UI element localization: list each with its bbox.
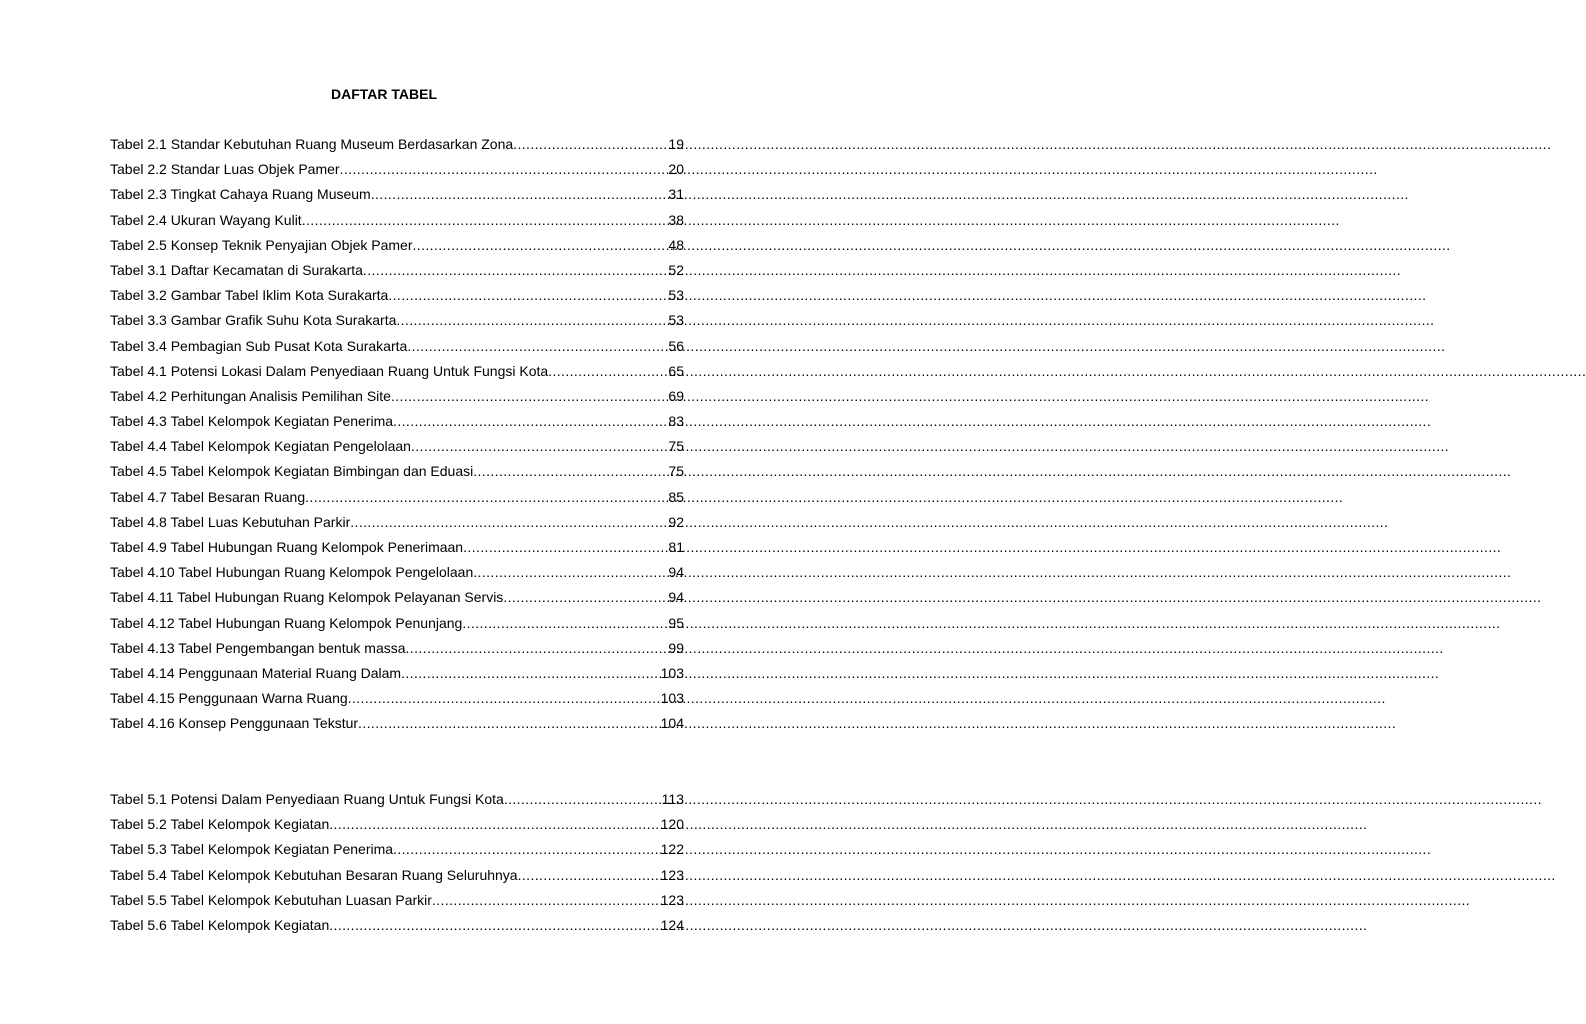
toc-entry-label: Tabel 3.1 Daftar Kecamatan di Surakarta [110,261,363,278]
toc-entry [110,437,684,462]
toc-entry-label: Tabel 2.3 Tingkat Cahaya Ruang Museum [110,186,371,203]
toc-entry-label: Tabel 4.9 Tabel Hubungan Ruang Kelompok Penerimaan [110,539,464,555]
toc-entry [110,488,684,513]
toc-entry-label: Tabel 4.2 Perhitungan Analisis Pemilihan Site [110,387,391,404]
toc-entry-page-number: 122 [660,841,684,858]
toc-entry-page-number: 113 [661,791,684,807]
toc-entry-page-number: 20 [668,161,684,178]
toc-entry-page-number: 99 [668,639,684,656]
toc-leader-dots [412,236,668,254]
toc-leader-dots [393,412,668,430]
toc-leader-dots [411,437,668,455]
toc-leader-dots [329,916,660,934]
toc-entry-page-number: 104 [660,715,684,732]
toc-entry-page-number: 53 [668,312,684,329]
toc-leader-dots [329,815,660,833]
toc-entry [110,286,684,311]
toc-entry-label: Tabel 4.12 Tabel Hubungan Ruang Kelompok Penunjang [110,614,463,631]
toc-leader-dots [363,261,669,279]
toc-leader-dots [462,614,668,632]
toc-leader-dots [513,135,668,153]
toc-entry [110,916,684,941]
toc-entry [110,538,684,563]
toc-list-chapters-2-4 [110,135,684,740]
toc-entry-page-number: 81 [668,539,684,555]
toc-entry [110,211,684,236]
toc-entry-label: Tabel 4.11 Tabel Hubungan Ruang Kelompok Pelayanan Servis [110,589,504,606]
toc-entry-page-number: 52 [668,261,684,278]
toc-entry-page-number: 103 [660,664,684,681]
toc-leader-dots [371,185,669,203]
toc-entry-label: Tabel 4.1 Potensi Lokasi Dalam Penyediaan Ruang Untuk Fungsi Kota [110,362,549,379]
toc-entry [110,185,684,210]
toc-entry-label: Tabel 4.7 Tabel Besaran Ruang [110,488,306,505]
toc-leader-dots [396,311,668,329]
toc-entry [110,362,684,387]
toc-entry-label: Tabel 5.6 Tabel Kelompok Kegiatan [110,916,330,933]
toc-leader-dots [340,160,669,178]
toc-entry-label: Tabel 4.3 Tabel Kelompok Kegiatan Penerima [110,413,394,430]
toc-entry-page-number: 92 [668,513,684,530]
toc-entry-page-number: 94 [668,589,684,606]
toc-entry-page-number: 123 [660,891,684,908]
toc-entry-page-number: 95 [668,614,684,631]
toc-entry [110,462,684,487]
toc-entry [110,815,684,840]
toc-entry [110,714,684,739]
toc-entry-label: Tabel 4.4 Tabel Kelompok Kegiatan Pengelolaan [110,438,411,455]
toc-entry [110,614,684,639]
toc-leader-dots [406,639,669,657]
toc-leader-dots [401,664,661,682]
toc-list-chapter-5 [110,790,684,941]
toc-entry-page-number: 48 [668,236,684,253]
toc-leader-dots [518,866,661,884]
toc-leader-dots [358,714,661,732]
toc-entry [110,135,684,160]
toc-entry-page-number: 75 [668,463,684,480]
toc-entry [110,891,684,916]
toc-leader-dots [393,840,661,858]
toc-entry-page-number: 85 [668,488,684,505]
toc-entry-label: Tabel 4.8 Tabel Luas Kebutuhan Parkir [110,513,351,530]
toc-entry-label: Tabel 5.4 Tabel Kelompok Kebutuhan Besaran Ruang Seluruhnya [110,866,518,883]
toc-leader-dots [407,337,668,355]
toc-leader-dots [350,513,668,531]
toc-entry [110,513,684,538]
toc-entry-page-number: 120 [660,816,684,833]
toc-leader-dots [432,891,661,909]
toc-entry-page-number: 31 [668,186,684,203]
toc-entry [110,588,684,613]
toc-entry [110,840,684,865]
toc-leader-dots [473,563,668,581]
toc-entry-label: Tabel 2.4 Ukuran Wayang Kulit [110,211,302,228]
toc-entry-page-number: 75 [668,438,684,455]
toc-entry-label: Tabel 4.16 Konsep Penggunaan Tekstur [110,715,359,732]
toc-entry-label: Tabel 3.3 Gambar Grafik Suhu Kota Surakarta [110,312,397,329]
toc-leader-dots [504,790,662,808]
toc-entry-page-number: 103 [660,690,684,707]
toc-entry-label: Tabel 5.1 Potensi Dalam Penyediaan Ruang Untuk Fungsi Kota [110,791,504,807]
toc-leader-dots [302,211,669,229]
toc-entry-label: Tabel 5.2 Tabel Kelompok Kegiatan [110,816,330,833]
toc-entry-label: Tabel 3.4 Pembagian Sub Pusat Kota Surakarta [110,337,408,354]
toc-leader-dots [391,387,668,405]
toc-leader-dots [348,689,661,707]
toc-entry-label: Tabel 2.5 Konsep Teknik Penyajian Objek Pamer [110,236,413,253]
toc-entry-page-number: 56 [668,337,684,354]
toc-entry-label: Tabel 3.2 Gambar Tabel Iklim Kota Surakarta [110,287,389,304]
toc-leader-dots [473,462,668,480]
toc-leader-dots [305,488,668,506]
toc-entry [110,866,684,891]
toc-entry [110,790,684,815]
toc-entry [110,689,684,714]
toc-entry [110,236,684,261]
toc-entry-label: Tabel 5.5 Tabel Kelompok Kebutuhan Luasan Parkir [110,891,432,908]
toc-entry [110,311,684,336]
toc-entry-label: Tabel 2.1 Standar Kebutuhan Ruang Museum Berdasarkan Zona [110,136,514,152]
toc-entry [110,664,684,689]
toc-entry [110,639,684,664]
toc-entry-page-number: 83 [668,413,684,430]
toc-entry [110,387,684,412]
toc-leader-dots [548,362,668,380]
toc-entry [110,337,684,362]
toc-entry-page-number: 69 [668,387,684,404]
toc-entry-label: Tabel 4.14 Penggunaan Material Ruang Dalam [110,664,402,681]
toc-entry [110,261,684,286]
toc-entry-label: Tabel 2.2 Standar Luas Objek Pamer [110,161,340,178]
toc-entry-page-number: 124 [660,916,684,933]
toc-entry-page-number: 38 [668,211,684,228]
toc-entry-page-number: 94 [668,564,684,581]
toc-entry-label: Tabel 5.3 Tabel Kelompok Kegiatan Penerima [110,841,394,858]
toc-entry [110,160,684,185]
toc-entry-label: Tabel 4.15 Penggunaan Warna Ruang [110,690,348,707]
toc-entry-label: Tabel 4.10 Tabel Hubungan Ruang Kelompok Pengelolaan [110,564,474,581]
toc-entry-page-number: 65 [668,362,684,379]
toc-leader-dots [388,286,668,304]
toc-entry [110,563,684,588]
toc-entry-label: Tabel 4.5 Tabel Kelompok Kegiatan Bimbingan dan Eduasi [110,463,474,480]
toc-entry-page-number: 123 [660,866,684,883]
toc-entry-label: Tabel 4.13 Tabel Pengembangan bentuk massa [110,639,406,656]
page-title: DAFTAR TABEL [330,86,438,102]
toc-leader-dots [463,538,668,556]
toc-entry-page-number: 19 [668,136,684,152]
toc-entry [110,412,684,437]
toc-entry-page-number: 53 [668,287,684,304]
toc-leader-dots [503,588,668,606]
